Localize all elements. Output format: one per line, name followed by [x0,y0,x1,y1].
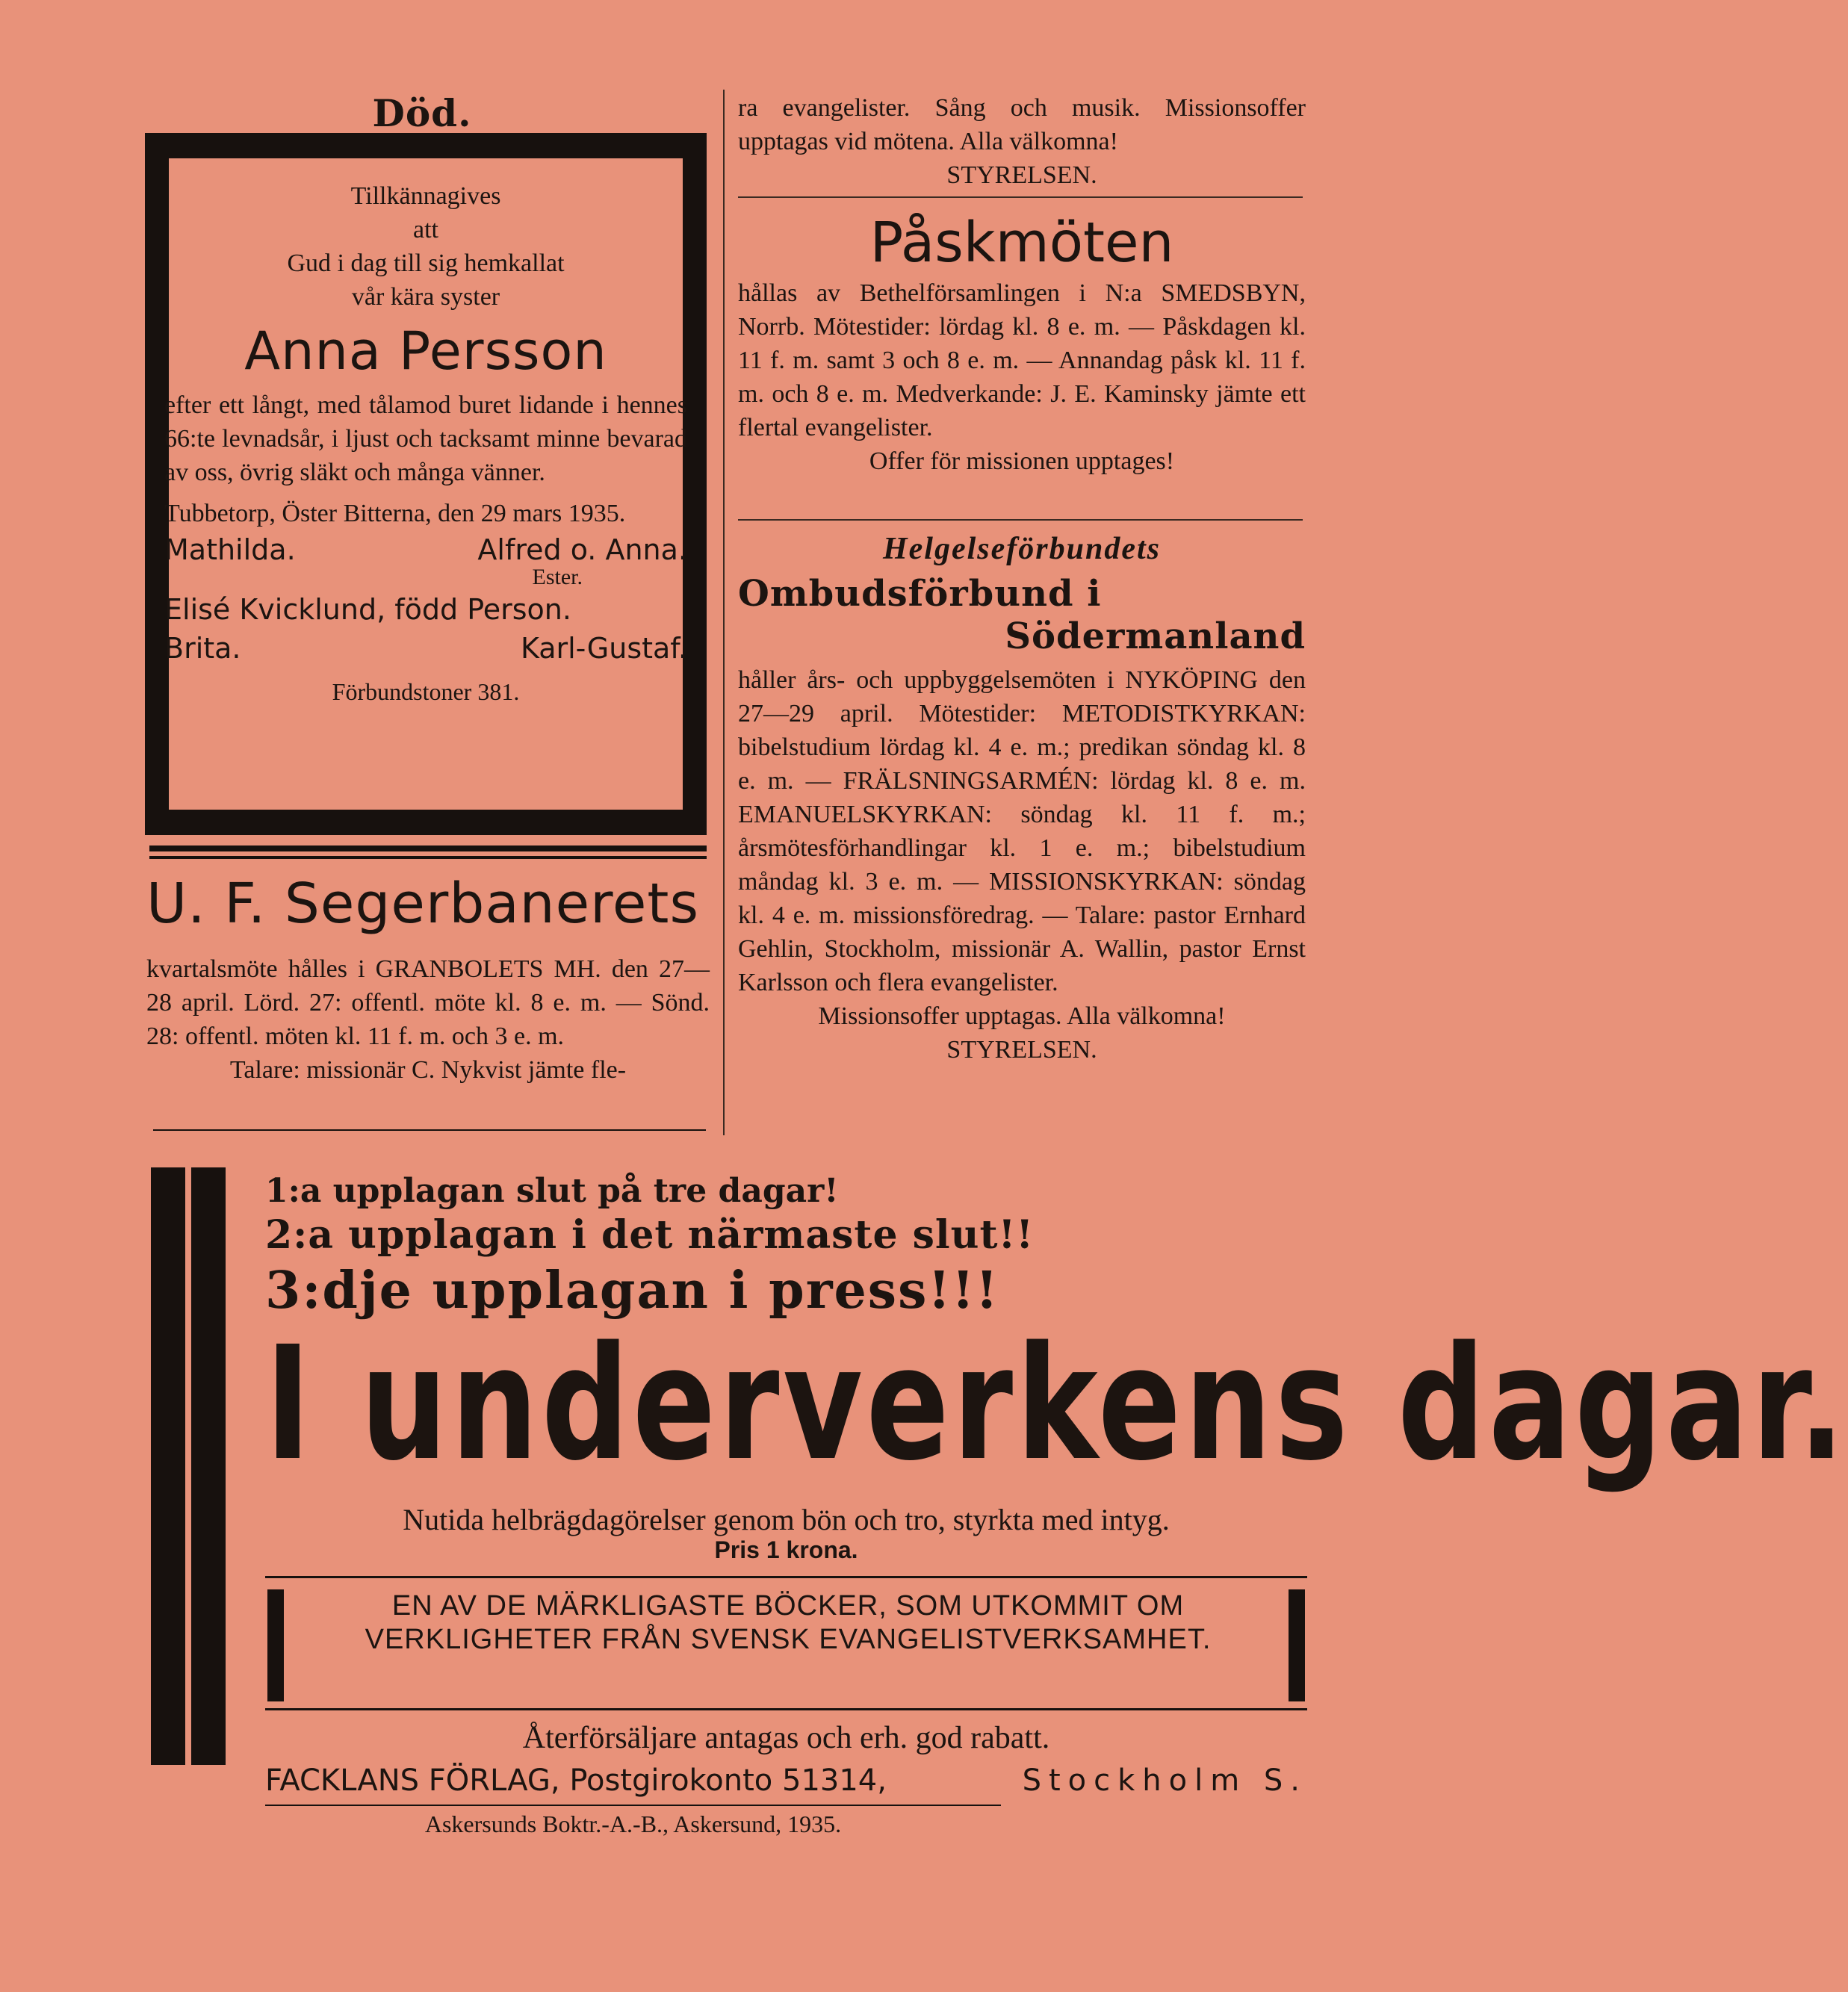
signature-row-4 [164,629,687,668]
obituary-announce-1: Tillkännagives [350,182,501,210]
obituary-heading: Död. [372,91,472,135]
ombud-offer: Missionsoffer upptagas. Alla välkomna! [818,1002,1226,1030]
obituary-announce-4: vår kära syster [351,283,500,311]
obituary-content [164,179,687,706]
section-divider [149,845,707,859]
signature-ester: Ester. [532,565,583,589]
ad-left-bar [151,1167,185,1765]
signature-brita: Brita. [164,632,241,665]
obituary-body: efter ett långt, med tålamod buret lidande i hennes 66:te levnadsår, i ljust och tacksamt minne bevarad av oss, övrig släkt och många vänner. [164,391,687,486]
box-rule [265,1708,1307,1710]
obituary-announce-2: att [413,216,438,243]
uf-body-block [146,952,710,1087]
signature-row-1 [164,530,687,569]
publisher-line [265,1760,1307,1802]
box-bar [1289,1589,1305,1701]
obituary-place-date: Tubbetorp, Öster Bitterna, den 29 mars 1935. [164,500,626,527]
ombud-block [738,663,1306,1067]
footer-rule [265,1805,1001,1806]
continuation-text: ra evangelister. Sång och musik. Missionsoffer upptagas vid mötena. Alla välkomna! [738,94,1306,155]
ombud-body: håller års- och uppbyggelsemöten i NYKÖPING den 27—29 april. Mötestider: METODISTKYRKAN: bibelstudium lördag kl. 4 e. m.; predikan söndag kl. 8 e. m. — FRÄLSNINGSARMÉN: lördag kl. 8 e. m. EMANUELSKYRKAN: söndag kl. 11 f. m.; årsmötesförhandlingar kl. 1 e. m.; bibelstudium måndag kl. 3 e. m. — MISSIONSKYRKAN: söndag kl. 4 e. m. missionsföredrag. — Talare: pastor Ernhard Gehlin, Stockholm, missionär A. Wallin, pastor Ernst Karlsson och flera evangelister. [738,666,1306,996]
ad-edition-3: 3:dje upplagan i press!!! [265,1261,999,1321]
paskmoten-title: Påskmöten [869,211,1174,275]
continuation-signature: STYRELSEN. [946,161,1097,189]
uf-body: kvartalsmöte hålles i GRANBOLETS MH. den 27—28 april. Lörd. 27: offentl. möte kl. 8 e. m. — Sönd. 28: offentl. möten kl. 11 f. m. och 3 e. m. [146,955,710,1050]
book-description: EN AV DE MÄRKLIGASTE BÖCKER, SOM UTKOMMIT OM VERKLIGHETER FRÅN SVENSK EVANGELISTVERKSAMHET. [365,1590,1212,1655]
book-price: Pris 1 krona. [714,1536,858,1563]
uf-speakers: Talare: missionär C. Nykvist jämte fle- [229,1056,627,1084]
signature-karl-gustaf: Karl-Gustaf. [520,632,687,665]
book-subtitle: Nutida helbrägdagörelser genom bön och tro, styrkta med intyg. [403,1503,1170,1536]
ad-left-bar [191,1167,226,1765]
signature-elise: Elisé Kvicklund, född Person. [164,593,571,626]
ombud-kicker: Helgelseförbundets [883,532,1161,566]
uf-title: U. F. Segerbanerets [146,872,699,936]
book-title: I underverkens dagar. [265,1312,1848,1495]
ad-edition-2: 2:a upplagan i det närmaste slut!! [265,1212,1035,1258]
reseller-note: Återförsäljare antagas och erh. god rabatt. [522,1721,1050,1755]
obituary-name: Anna Persson [244,320,607,382]
ombud-signature: STYRELSEN. [946,1036,1097,1064]
paskmoten-offer: Offer för missionen upptages! [869,447,1175,475]
signature-alfred-anna: Alfred o. Anna. [477,533,687,566]
obituary-announce-3: Gud i dag till sig hemkallat [287,249,565,277]
column-divider [723,90,725,1135]
publisher-city: Stockholm S. [1022,1763,1307,1798]
publisher-name: FACKLANS FÖRLAG, Postgirokonto 51314, [265,1763,887,1798]
box-rule [265,1576,1307,1578]
printer-line: Askersunds Boktr.-A.-B., Askersund, 1935. [424,1811,842,1837]
signature-mathilda: Mathilda. [164,533,296,566]
section-divider [738,196,1303,198]
ombud-title-1: Ombudsförbund i [738,573,1102,615]
ombud-title-2: Södermanland [1005,615,1306,657]
ad-edition-1: 1:a upplagan slut på tre dagar! [265,1172,839,1210]
uf-bottom-rule [153,1129,706,1131]
box-bar [267,1589,284,1701]
paskmoten-body: hållas av Bethelförsamlingen i N:a SMEDSBYN, Norrb. Mötestider: lördag kl. 8 e. m. — Påskdagen kl. 11 f. m. samt 3 och 8 e. m. — Annandag påsk kl. 11 f. m. och 8 e. m. Medverkande: J. E. Kaminsky jämte ett flertal evangelister. [738,279,1306,441]
section-divider [738,519,1303,521]
paskmoten-block [738,276,1306,478]
continuation-block [738,91,1306,192]
obituary-hymn: Förbundstoner 381. [332,678,520,705]
